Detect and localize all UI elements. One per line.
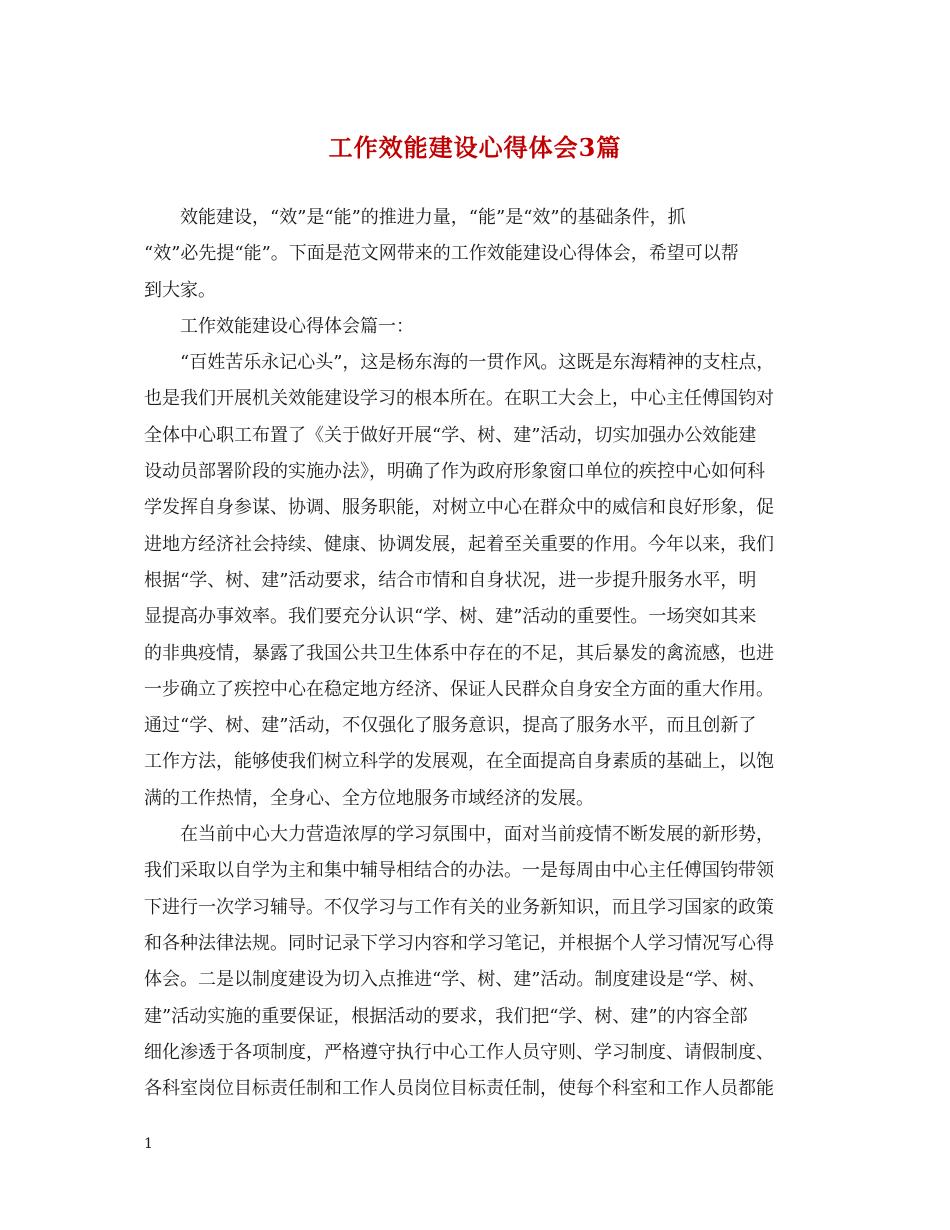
- body-line: “百姓苦乐永记心头”，这是杨东海的一贯作风。这既是东海精神的支柱点，: [180, 352, 775, 374]
- page-number: 1: [144, 1136, 153, 1152]
- section-heading: 工作效能建设心得体会篇一：: [180, 315, 414, 337]
- body-line: 学发挥自身参谋、协调、服务职能，对树立中心在群众中的威信和良好形象，促: [144, 497, 774, 519]
- body-line: 体会。二是以制度建设为切入点推进“学、树、建”活动。制度建设是“学、树、: [144, 969, 766, 991]
- body-line: 工作方法，能够使我们树立科学的发展观，在全面提高自身素质的基础上，以饱: [144, 751, 774, 773]
- document-title: 工作效能建设心得体会3篇: [328, 133, 622, 162]
- body-line: 进地方经济社会持续、健康、协调发展，起着至关重要的作用。今年以来，我们: [144, 533, 774, 555]
- body-line: 显提高办事效率。我们要充分认识“学、树、建”活动的重要性。一场突如其来: [144, 606, 757, 628]
- body-line: 各科室岗位目标责任制和工作人员岗位目标责任制，使每个科室和工作人员都能: [144, 1078, 774, 1100]
- body-line: “效”必先提“能”。下面是范文网带来的工作效能建设心得体会，希望可以帮: [144, 243, 739, 265]
- document-body: [144, 200, 824, 1107]
- body-line: 全体中心职工布置了《关于做好开展“学、树、建”活动，切实加强办公效能建: [144, 424, 757, 446]
- body-line: 在当前中心大力营造浓厚的学习氛围中，面对当前疫情不断发展的新形势，: [180, 824, 774, 846]
- body-line: 也是我们开展机关效能建设学习的根本所在。在职工大会上，中心主任傅国钧对: [144, 388, 774, 410]
- body-line: 的非典疫情，暴露了我国公共卫生体系中存在的不足，其后暴发的禽流感，也进: [144, 642, 774, 664]
- body-line: 到大家。: [144, 279, 216, 301]
- body-line: 细化渗透于各项制度，严格遵守执行中心工作人员守则、学习制度、请假制度、: [144, 1041, 774, 1063]
- body-line: 效能建设，“效”是“能”的推进力量，“能”是“效”的基础条件，抓: [180, 207, 686, 228]
- body-line: 满的工作热情，全身心、全方位地服务市域经济的发展。: [144, 787, 594, 809]
- body-line: 设动员部署阶段的实施办法》，明确了作为政府形象窗口单位的疾控中心如何科: [144, 461, 765, 483]
- body-line: 根据“学、树、建”活动要求，结合市情和自身状况，进一步提升服务水平，明: [144, 569, 757, 591]
- body-line: 下进行一次学习辅导。不仅学习与工作有关的业务新知识，而且学习国家的政策: [144, 896, 774, 918]
- body-line: 我们采取以自学为主和集中辅导相结合的办法。一是每周由中心主任傅国钧带领: [144, 860, 774, 882]
- body-line: 和各种法律法规。同时记录下学习内容和学习笔记，并根据个人学习情况写心得: [144, 932, 774, 954]
- body-line: 一步确立了疾控中心在稳定地方经济、保证人民群众自身安全方面的重大作用。: [144, 678, 774, 700]
- body-line: 通过“学、树、建”活动，不仅强化了服务意识，提高了服务水平，而且创新了: [144, 715, 757, 737]
- body-line: 建”活动实施的重要保证，根据活动的要求，我们把“学、树、建”的内容全部: [144, 1005, 748, 1027]
